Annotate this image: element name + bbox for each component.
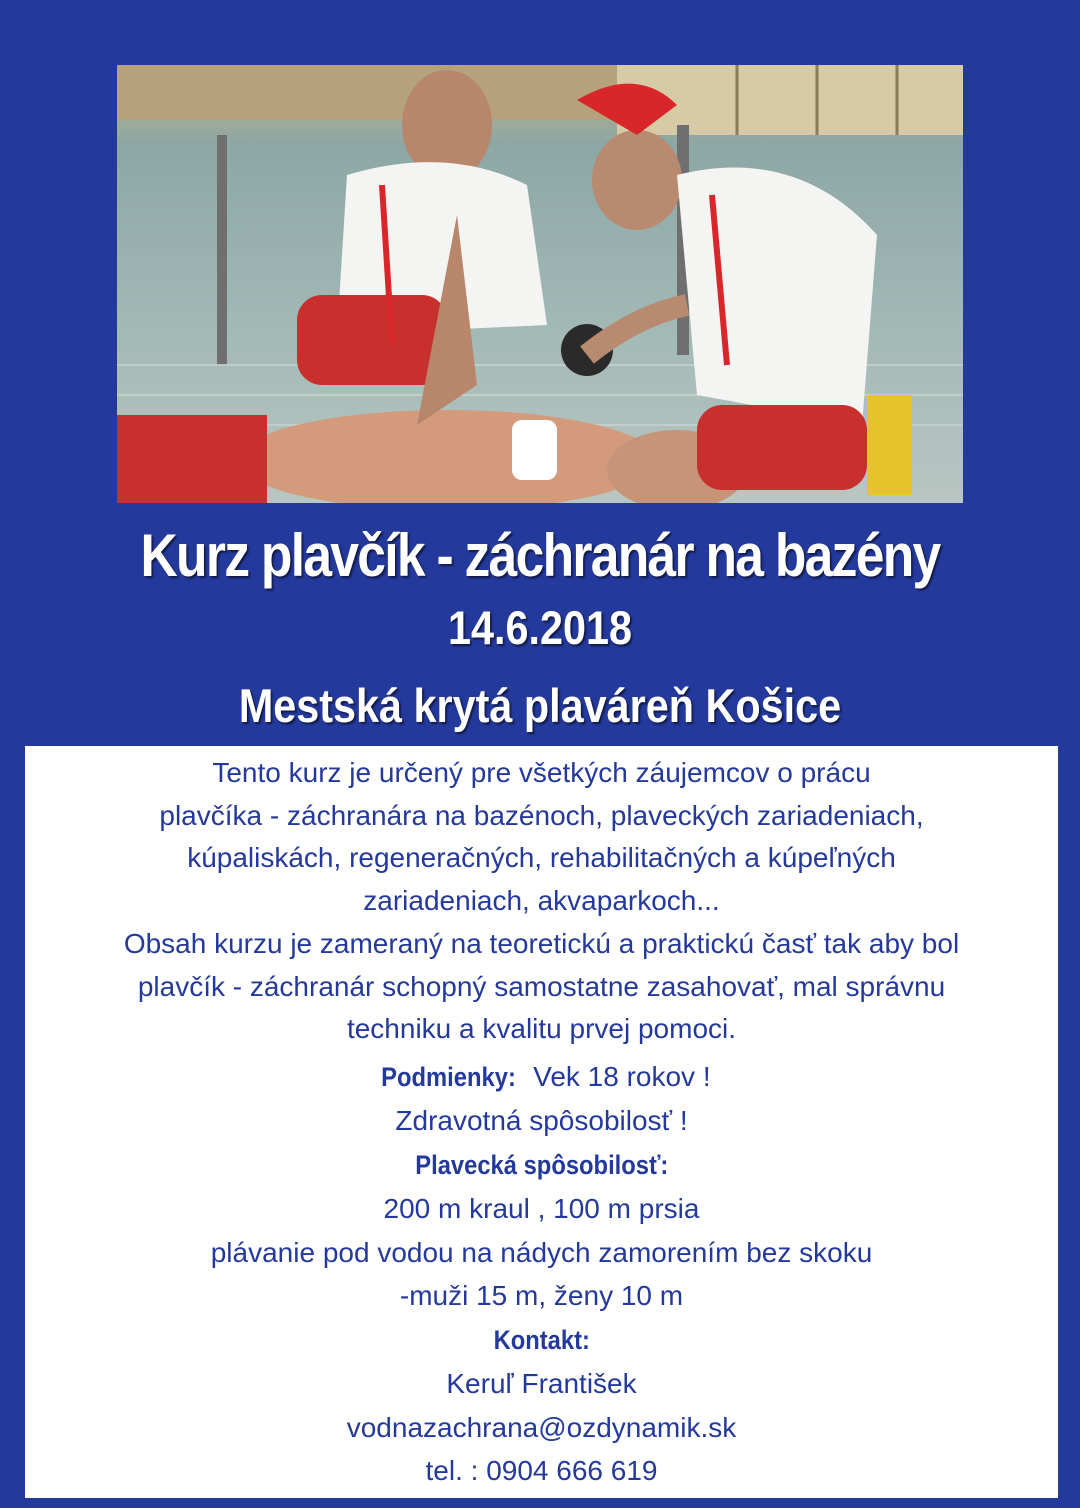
swimming-label-line	[25, 1143, 1058, 1188]
intro-line: Obsah kurzu je zameraný na teoretickú a praktickú časť tak aby bol	[123, 927, 960, 959]
swimming-line: plávanie pod vodou na nádych zamorením bez skoku	[210, 1236, 873, 1268]
conditions-line	[25, 1055, 1058, 1100]
course-venue: Mestská krytá plaváreň Košice	[238, 679, 842, 732]
contact-email[interactable]: vodnazachrana@ozdynamik.sk	[346, 1411, 737, 1443]
course-date: 14.6.2018	[447, 601, 633, 654]
intro-line: plavčíka - záchranára na bazénoch, plaveckých zariadeniach,	[159, 799, 924, 831]
swimming-line: -muži 15 m, ženy 10 m	[399, 1280, 684, 1312]
contact-label: Kontakt:	[493, 1324, 590, 1355]
lifeguards-cpr-photo	[117, 65, 963, 503]
course-title: Kurz plavčík - záchranár na bazény	[140, 522, 940, 589]
conditions-label: Podmienky:	[381, 1061, 517, 1092]
conditions-health: Zdravotná spôsobilosť !	[395, 1105, 688, 1137]
info-panel	[25, 746, 1058, 1498]
conditions-age: Vek 18 rokov !	[525, 1060, 711, 1092]
swimming-line: 200 m kraul , 100 m prsia	[383, 1193, 700, 1225]
requirements-section	[25, 1055, 1058, 1493]
intro-line: kúpaliskách, regeneračných, rehabilitačných a kúpeľných	[187, 842, 896, 874]
swimming-label: Plavecká spôsobilosť:	[414, 1149, 669, 1180]
intro-line: zariadeniach, akvaparkoch...	[363, 885, 720, 917]
intro-line: techniku a kvalitu prvej pomoci.	[346, 1013, 737, 1045]
intro-line: plavčík - záchranár schopný samostatne zasahovať, mal správnu	[137, 970, 946, 1002]
intro-line: Tento kurz je určený pre všetkých záujemcov o prácu	[212, 757, 871, 788]
contact-phone[interactable]: tel. : 0904 666 619	[425, 1455, 658, 1487]
contact-name: Keruľ František	[446, 1368, 637, 1400]
contact-label-line	[25, 1318, 1058, 1363]
